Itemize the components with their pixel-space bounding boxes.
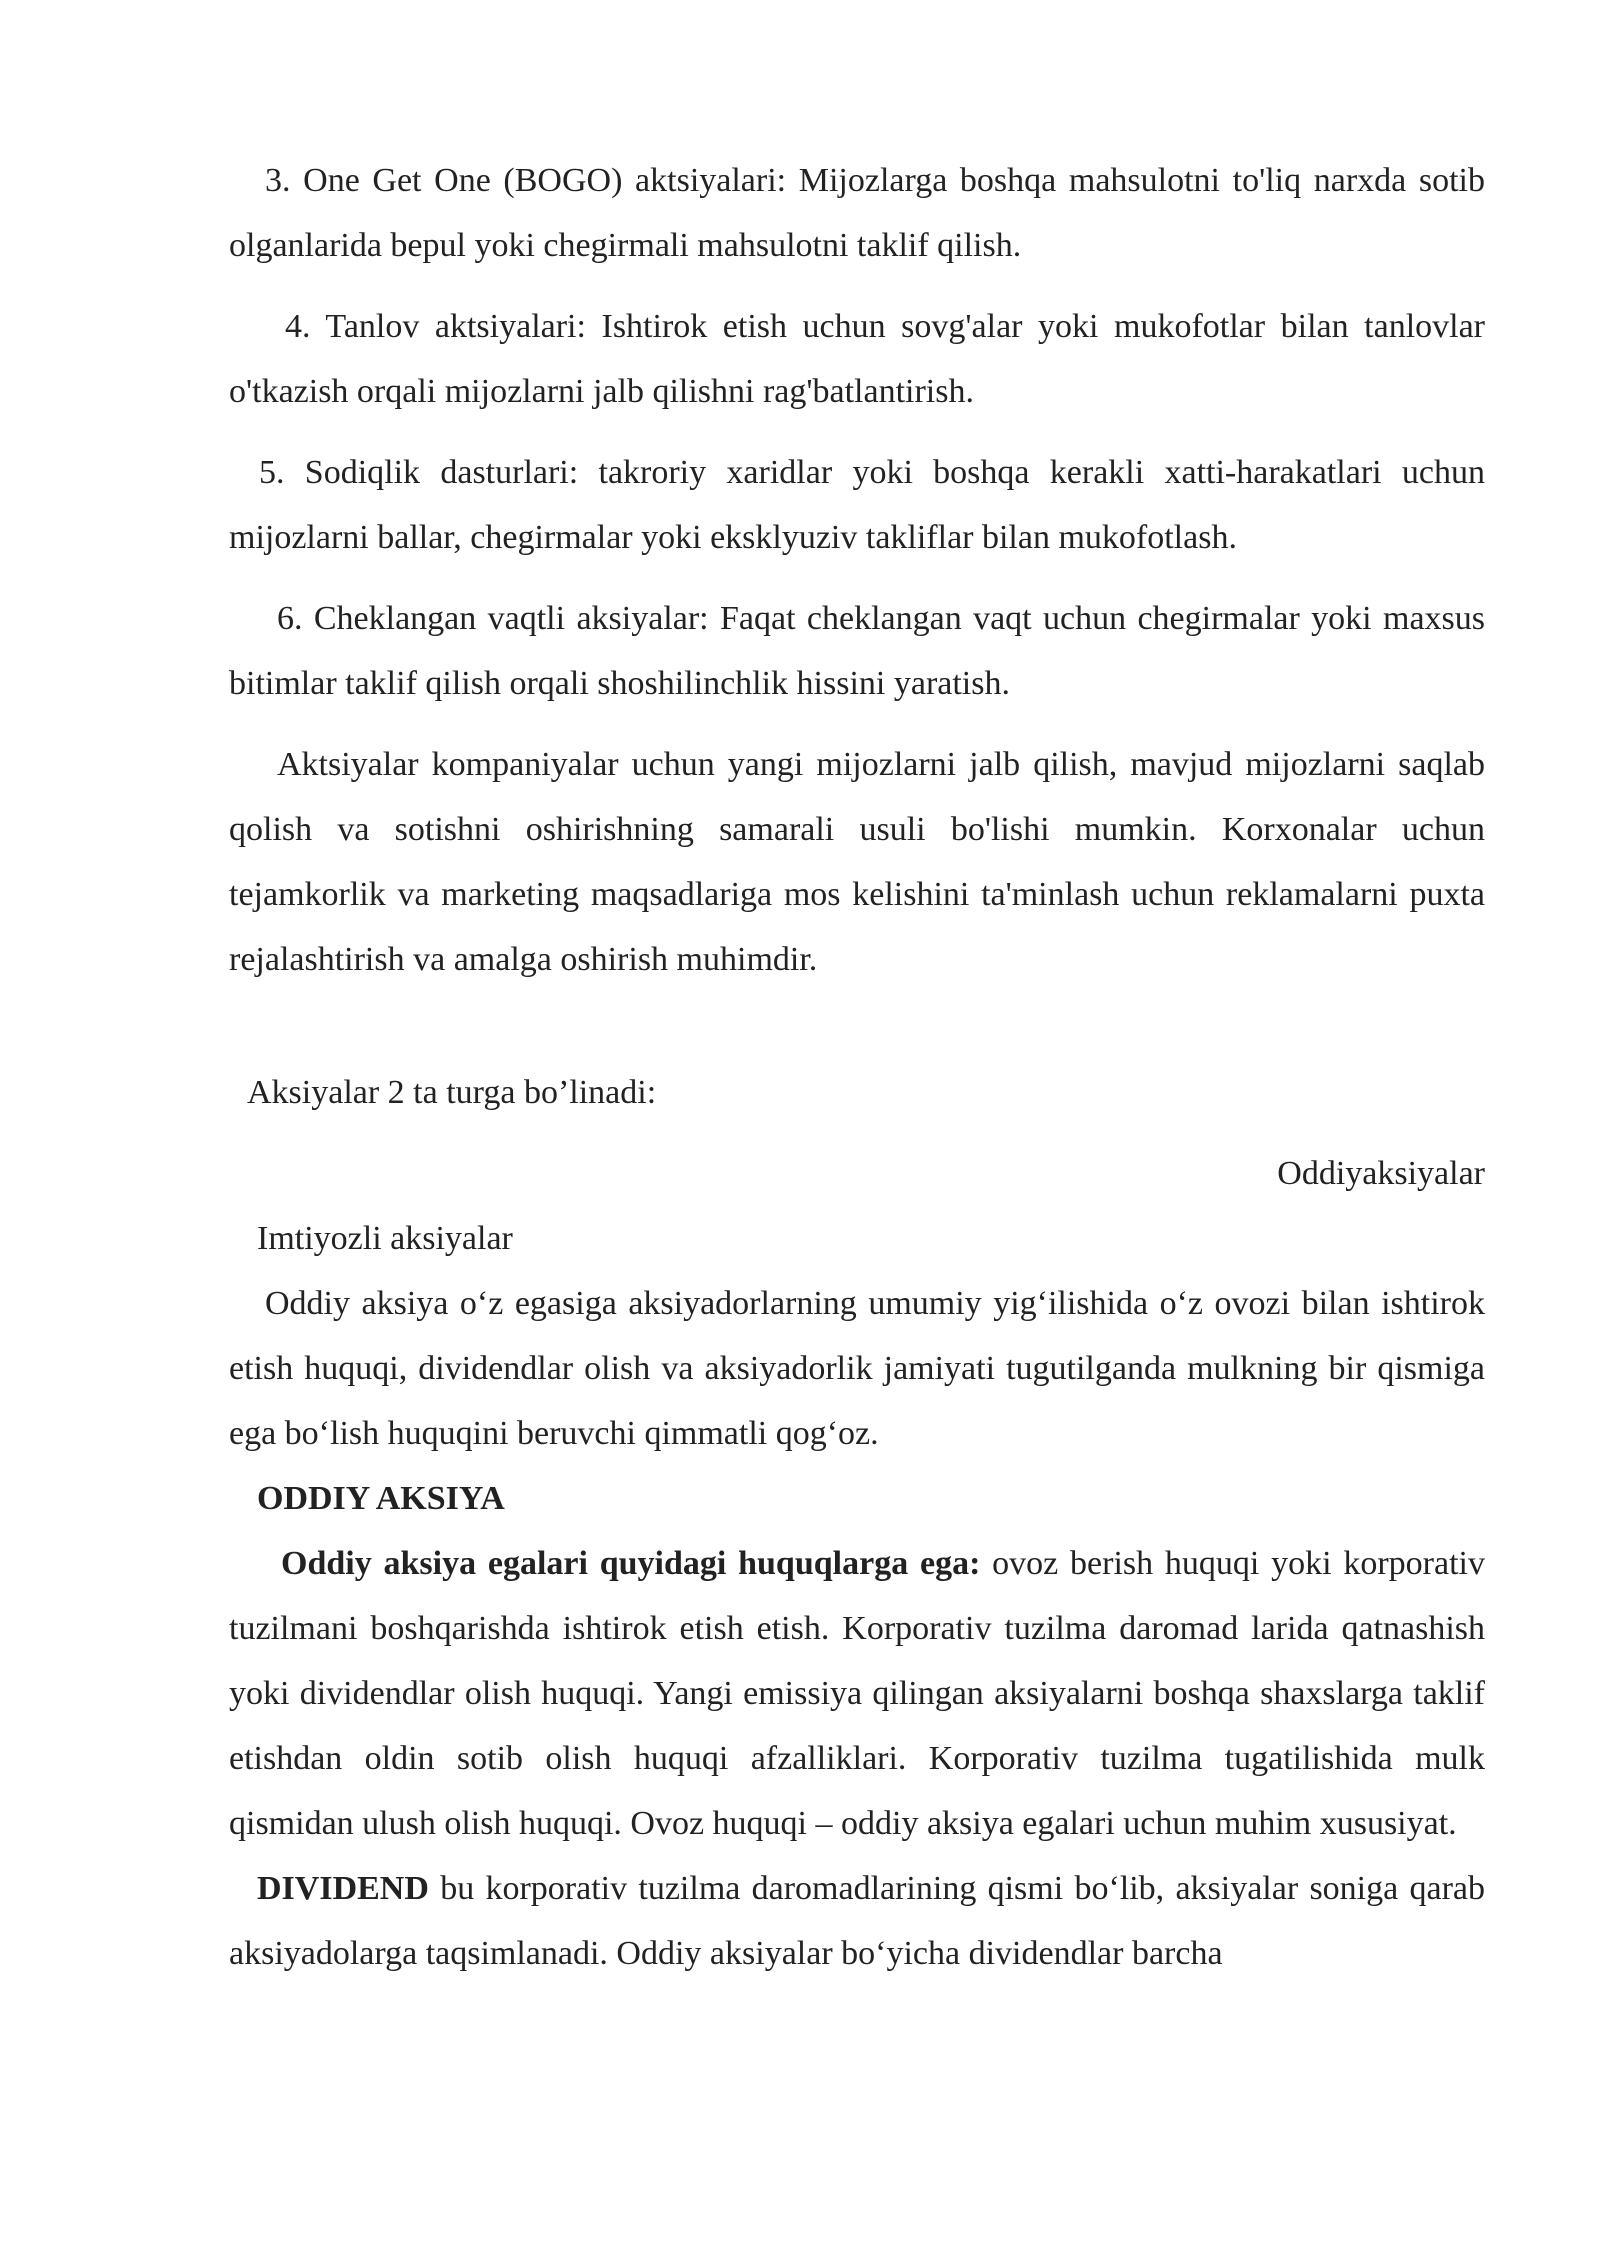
paragraph-contests: 4. Tanlov aktsiyalari: Ishtirok etish uchun sovg'alar yoki mukofotlar bilan tanlovlar o'tkazish orqali mijozlarni jalb qilishni rag'batlantirish. — [229, 308, 1485, 410]
paragraph-common-definition: Oddiy aksiya o‘z egasiga aksiyadorlarning umumiy yig‘ilishida o‘z ovozi bilan ishtirok etish huquqi, dividendlar olish va aksiyadorlik jamiyati tugutilganda mulkning bir qismiga ega bo‘lish huquqini beruvchi qimmatli qog‘oz. — [229, 1285, 1485, 1452]
type-common-label: Oddiyaksiyalar — [1277, 1155, 1485, 1192]
paragraph-loyalty: 5. Sodiqlik dasturlari: takroriy xaridlar yoki boshqa kerakli xatti-harakatlari uchun mijozlarni ballar, chegirmalar yoki eksklyuziv takliflar bilan mukofotlash. — [229, 454, 1485, 556]
paragraph-rights — [229, 1531, 1485, 1856]
type-preferred-label: Imtiyozli aksiyalar — [257, 1220, 513, 1257]
document-body — [229, 148, 1485, 1986]
types-heading: Aksiyalar 2 ta turga bo’linadi: — [247, 1074, 657, 1111]
paragraph-bogo: 3. One Get One (BOGO) aktsiyalari: Mijozlarga boshqa mahsulotni to'liq narxda sotib olganlarida bepul yoki chegirmali mahsulotni taklif qilish. — [229, 162, 1485, 264]
dividend-lead: DIVIDEND — [257, 1870, 429, 1907]
common-share-heading: ODDIY AKSIYA — [257, 1480, 505, 1517]
rights-lead: Oddiy aksiya egalari quyidagi huquqlarga ega: — [281, 1545, 981, 1582]
paragraph-summary: Aktsiyalar kompaniyalar uchun yangi mijozlarni jalb qilish, mavjud mijozlarni saqlab qolish va sotishni oshirishning samarali usuli bo'lishi mumkin. Korxonalar uchun tejamkorlik va marketing maqsadlariga mos kelishini ta'minlash uchun reklamalarni puxta rejalashtirish va amalga oshirish muhimdir. — [229, 746, 1485, 978]
dividend-text: bu korporativ tuzilma daromadlarining qismi bo‘lib, aksiyalar soniga qarab aksiyadolarga taqsimlanadi. Oddiy aksiyalar bo‘yicha dividendlar barcha — [229, 1870, 1485, 1972]
paragraph-dividend — [229, 1856, 1485, 1986]
paragraph-limited-time: 6. Cheklangan vaqtli aksiyalar: Faqat cheklangan vaqt uchun chegirmalar yoki maxsus bitimlar taklif qilish orqali shoshilinchlik hissini yaratish. — [229, 600, 1485, 702]
rights-text: ovoz berish huquqi yoki korporativ tuzilmani boshqarishda ishtirok etish etish. Korporativ tuzilma daromad larida qatnashish yoki dividendlar olish huquqi. Yangi emissiya qilingan aksiyalarni boshqa shaxslarga taklif etishdan oldin sotib olish huquqi afzalliklari. Korporativ tuzilma tugatilishida mulk qismidan ulush olish huquqi. Ovoz huquqi – oddiy aksiya egalari uchun muhim xususiyat. — [229, 1545, 1485, 1842]
